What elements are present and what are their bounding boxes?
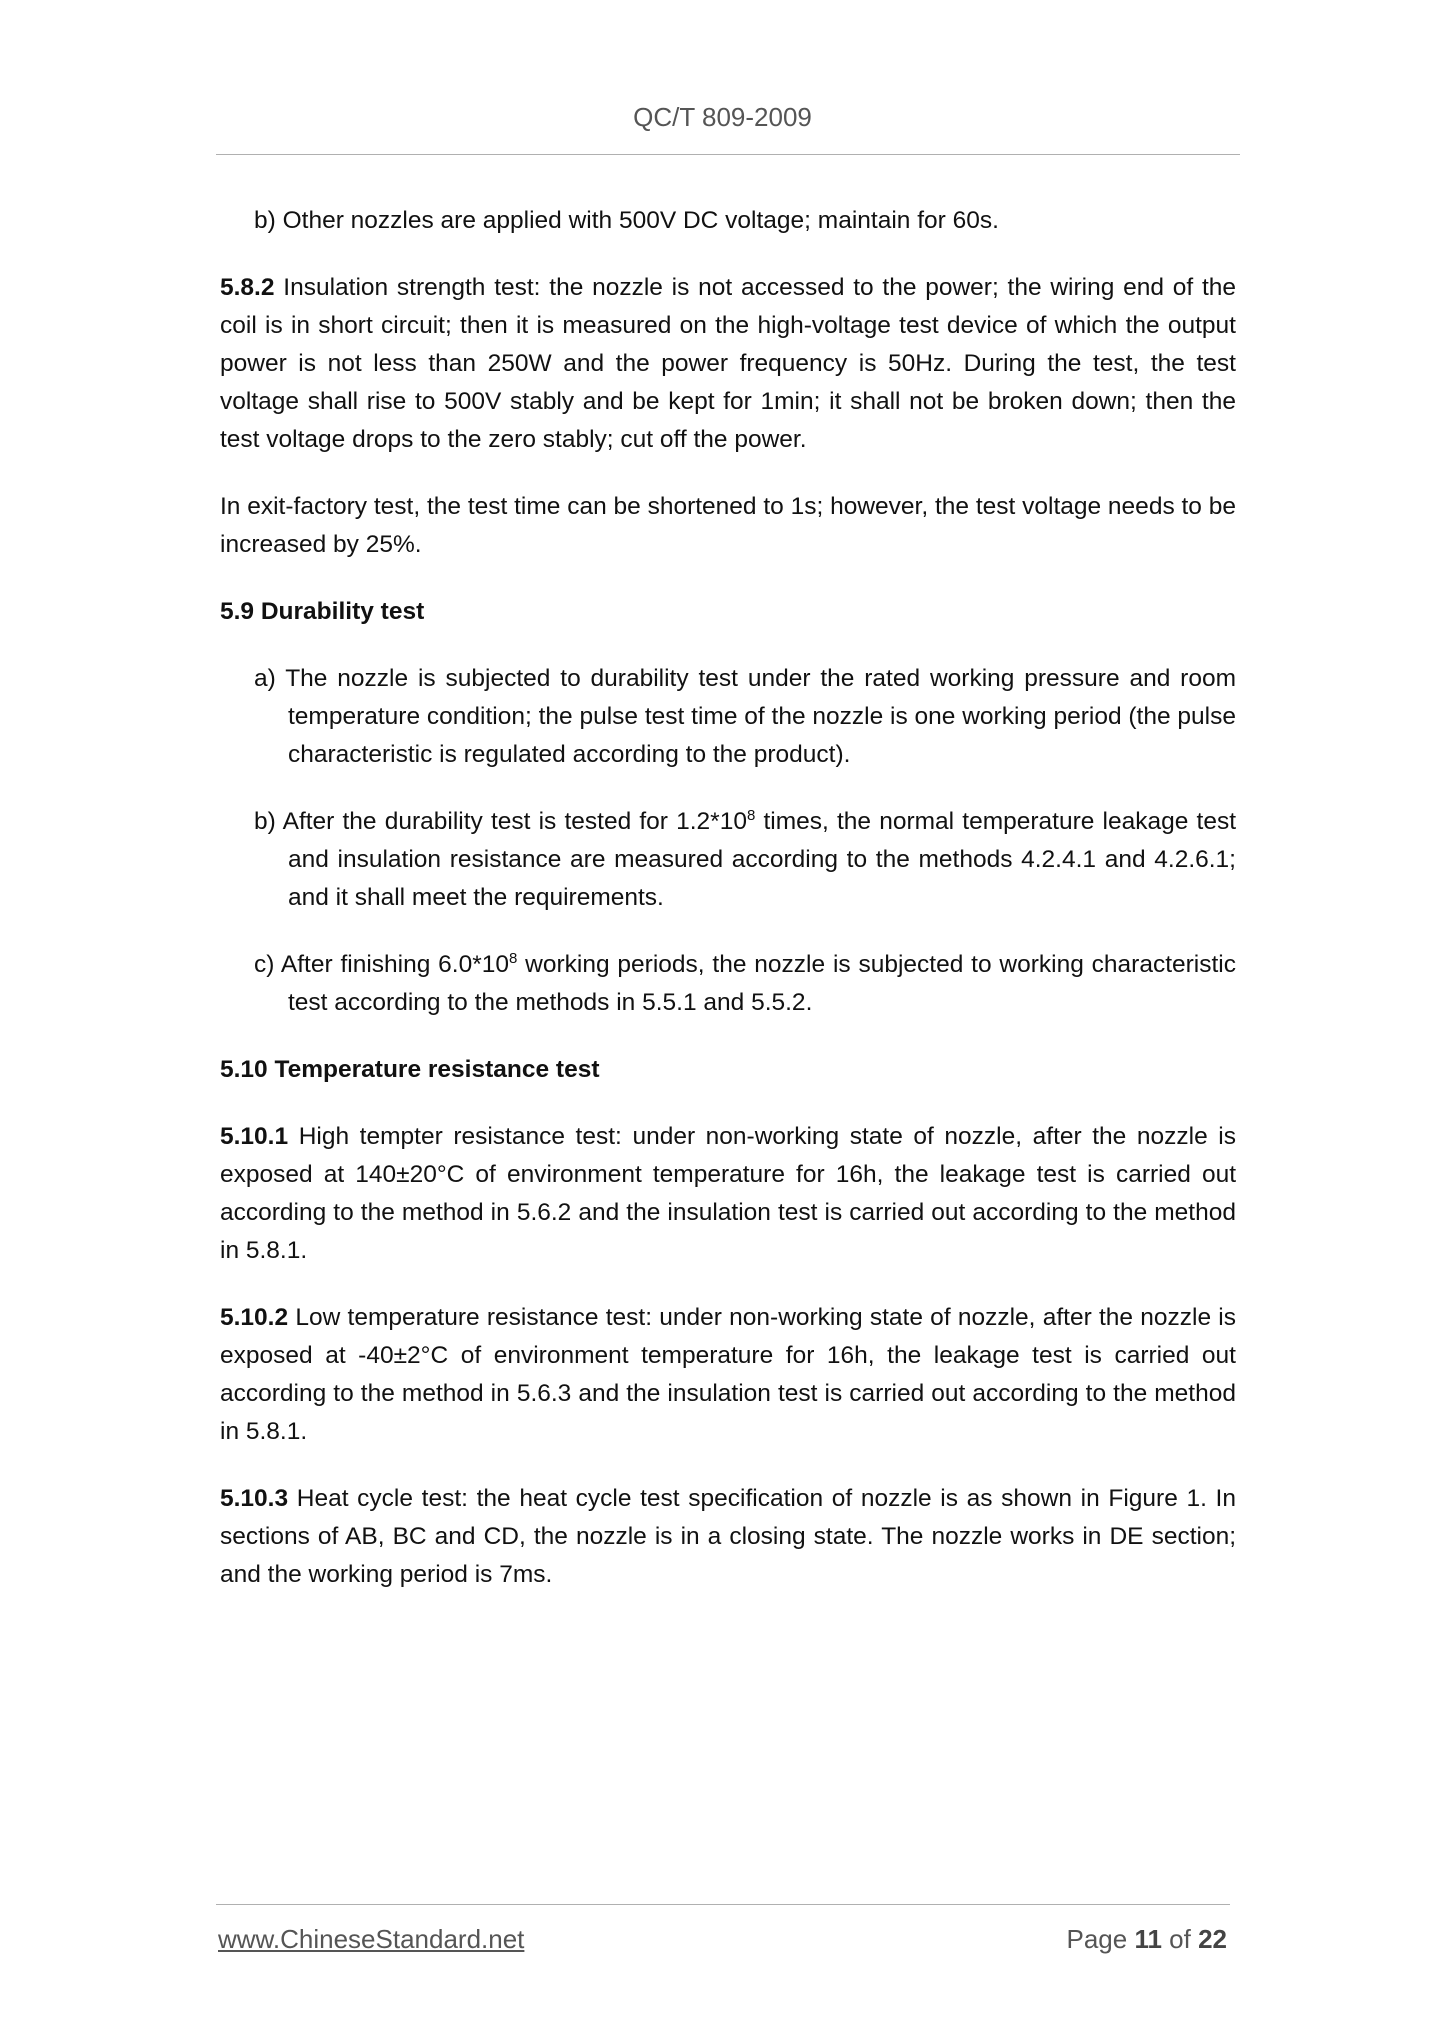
- section-number: 5.10.2: [220, 1304, 289, 1331]
- page-number: [1066, 1924, 1227, 1955]
- section-text: Insulation strength test: the nozzle is not accessed to the power; the wiring end of the coil is in short circuit; then it is measured on the high-voltage test device of which the output power is not less than 250W and the power frequency is 50Hz. During the test, the test voltage shall rise to 500V stably and be kept for 1min; it shall not be broken down; then the test voltage drops to the zero stably; cut off the power.: [220, 274, 1236, 453]
- list-text-pre: b) After the durability test is tested for 1.2*10: [254, 808, 747, 835]
- exponent: 8: [746, 807, 756, 824]
- section-5-8-2: [220, 269, 1236, 459]
- website-link[interactable]: www.ChineseStandard.net: [218, 1924, 525, 1954]
- page-header: QC/T 809-2009: [633, 102, 812, 132]
- list-text-pre: c) After finishing 6.0*10: [254, 951, 510, 978]
- section-heading-5-9: 5.9 Durability test: [220, 598, 425, 625]
- list-item-5-9-b: [220, 803, 1236, 917]
- footer-divider: [216, 1904, 1230, 1905]
- list-item-5-9-a: a) The nozzle is subjected to durability test under the rated working pressure and room temperature condition; the pulse test time of the nozzle is one working period (the pulse characteristic is regulated according to the product).: [254, 665, 1236, 768]
- section-text: High tempter resistance test: under non-working state of nozzle, after the nozzle is exposed at 140±20°C of environment temperature for 16h, the leakage test is carried out according to the method in 5.6.2 and the insulation test is carried out according to the method in 5.8.1.: [220, 1123, 1236, 1264]
- section-number: 5.10.1: [220, 1123, 289, 1150]
- list-text-post: working periods, the nozzle is subjected to working characteristic test according to the methods in 5.5.1 and 5.5.2.: [288, 951, 1236, 1016]
- list-text-post: times, the normal temperature leakage test and insulation resistance are measured according to the methods 4.2.4.1 and 4.2.6.1; and it shall meet the requirements.: [288, 808, 1236, 911]
- page-of: of: [1161, 1924, 1199, 1954]
- section-heading-5-10: 5.10 Temperature resistance test: [220, 1056, 600, 1083]
- paragraph-other-nozzles: b) Other nozzles are applied with 500V DC voltage; maintain for 60s.: [254, 207, 999, 234]
- section-5-10-3: [220, 1480, 1236, 1594]
- page-current: 11: [1134, 1924, 1162, 1954]
- page-total: 22: [1198, 1924, 1227, 1954]
- section-text: Heat cycle test: the heat cycle test specification of nozzle is as shown in Figure 1. In sections of AB, BC and CD, the nozzle is in a closing state. The nozzle works in DE section; and the working period is 7ms.: [220, 1485, 1236, 1588]
- document-body: [220, 202, 1236, 1623]
- page-label: Page: [1066, 1924, 1135, 1954]
- section-number: 5.8.2: [220, 274, 275, 301]
- header-divider: [216, 154, 1240, 155]
- section-5-10-2: [220, 1299, 1236, 1451]
- exponent: 8: [509, 950, 518, 967]
- paragraph-exit-factory: In exit-factory test, the test time can be shortened to 1s; however, the test voltage needs to be increased by 25%.: [220, 493, 1236, 558]
- section-number: 5.10.3: [220, 1485, 289, 1512]
- section-5-10-1: [220, 1118, 1236, 1270]
- section-text: Low temperature resistance test: under non-working state of nozzle, after the nozzle is exposed at -40±2°C of environment temperature for 16h, the leakage test is carried out according to the method in 5.6.3 and the insulation test is carried out according to the method in 5.8.1.: [220, 1304, 1236, 1445]
- list-item-5-9-c: [220, 946, 1236, 1022]
